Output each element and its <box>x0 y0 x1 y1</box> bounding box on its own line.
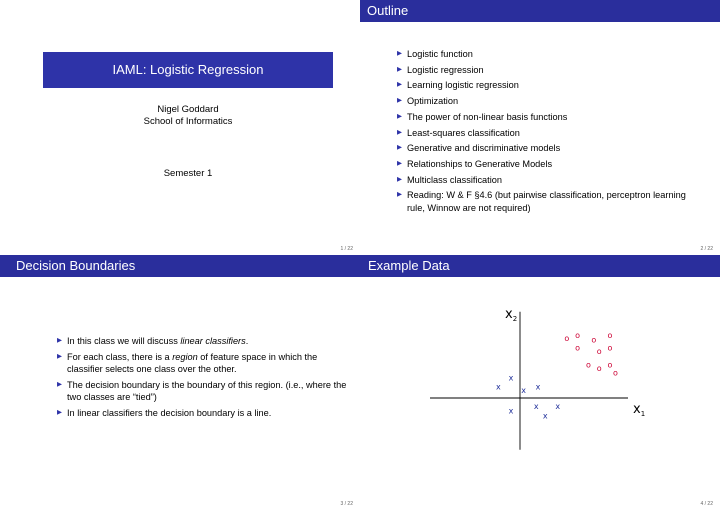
x-point: x <box>535 382 541 392</box>
outline-item <box>397 48 697 60</box>
bullet-triangle-icon: ▶ <box>57 352 62 360</box>
o-point: o <box>564 334 570 344</box>
decision-item-text: For each class, there is a <box>67 351 173 362</box>
page-number: 2 / 22 <box>700 246 713 252</box>
slide-decision-boundaries <box>0 255 360 510</box>
x-point: x <box>542 411 548 421</box>
x-axis-label: $x_1$ <box>633 402 646 418</box>
outline-item <box>397 64 697 76</box>
decision-item-text: of feature space in which the classifier selects one class over the other. <box>67 351 318 374</box>
outline-item-text: Reading: W & F §4.6 (but pairwise classification, perceptron learning rule, Winnow are not required) <box>407 190 686 213</box>
bullet-triangle-icon: ▶ <box>397 65 402 73</box>
outline-item-text: Optimization <box>407 96 459 107</box>
slide-header: Outline <box>360 0 720 22</box>
x-point: x <box>555 402 561 412</box>
page-number: 1 / 22 <box>340 246 353 252</box>
decision-item-emphasis: linear classifiers <box>180 336 246 346</box>
page-number: 3 / 22 <box>340 501 353 507</box>
o-point: o <box>607 343 613 353</box>
bullet-triangle-icon: ▶ <box>57 408 62 416</box>
scatter-plot <box>360 255 720 510</box>
outline-item-text: Logistic regression <box>407 64 484 75</box>
decision-item-text: In linear classifiers the decision boundary is a line. <box>67 407 272 418</box>
decision-item-text: In this class we will discuss <box>67 336 181 346</box>
x-point: x <box>508 406 514 416</box>
slide-title <box>0 0 360 255</box>
o-point: o <box>575 330 581 340</box>
o-point: o <box>591 335 597 345</box>
x-point: x <box>521 385 526 395</box>
decision-item <box>57 335 347 347</box>
outline-item-text: Generative and discriminative models <box>407 143 561 154</box>
x-point: x <box>496 382 501 392</box>
outline-list <box>397 48 697 214</box>
decision-item <box>57 379 347 403</box>
bullet-triangle-icon: ▶ <box>397 97 402 105</box>
outline-item-text: The power of non-linear basis functions <box>407 111 568 122</box>
slide-header: Decision Boundaries <box>0 255 360 277</box>
author-name: Nigel Goddard <box>157 104 219 115</box>
decision-item <box>57 407 347 419</box>
decision-item-emphasis: region <box>172 351 198 362</box>
decision-item-text: The decision boundary is the boundary of this region. (i.e., where the two classes are “tied”) <box>67 379 347 402</box>
presentation-title: IAML: Logistic Regression <box>43 52 333 88</box>
outline-item <box>397 111 697 123</box>
decision-item <box>57 351 347 375</box>
decision-item-text: . <box>245 336 249 346</box>
outline-item-text: Relationships to Generative Models <box>407 158 553 169</box>
decision-list <box>57 335 347 419</box>
slide-header: Example Data <box>360 255 720 277</box>
bullet-triangle-icon: ▶ <box>57 380 62 388</box>
outline-item <box>397 79 697 91</box>
outline-item-text: Least-squares classification <box>407 127 520 138</box>
outline-item <box>397 127 697 139</box>
outline-item <box>397 95 697 107</box>
o-point: o <box>596 346 602 356</box>
bullet-triangle-icon: ▶ <box>397 144 402 152</box>
outline-item-text: Learning logistic regression <box>407 80 519 91</box>
o-point: o <box>575 343 581 353</box>
bullet-triangle-icon: ▶ <box>397 159 402 167</box>
o-point: o <box>596 364 602 374</box>
outline-item <box>397 174 697 186</box>
bullet-triangle-icon: ▶ <box>397 81 402 89</box>
semester-label: Semester 1 <box>163 168 213 179</box>
slide-example-data <box>360 255 720 510</box>
outline-item <box>397 189 697 213</box>
y-axis-label: $x_2$ <box>505 306 518 323</box>
o-point: o <box>607 360 613 370</box>
o-point: o <box>612 368 618 378</box>
o-point: o <box>607 330 613 340</box>
bullet-triangle-icon: ▶ <box>397 112 402 120</box>
x-point: x <box>533 402 539 412</box>
author-affiliation: School of Informatics <box>143 116 233 127</box>
bullet-triangle-icon: ▶ <box>397 128 402 136</box>
outline-item-text: Multiclass classification <box>407 174 502 185</box>
page-number: 4 / 22 <box>700 501 713 507</box>
outline-item <box>397 158 697 170</box>
outline-item-text: Logistic function <box>407 49 473 59</box>
x-point: x <box>508 373 514 383</box>
bullet-triangle-icon: ▶ <box>57 337 62 344</box>
o-point: o <box>585 360 591 370</box>
bullet-triangle-icon: ▶ <box>397 191 402 199</box>
outline-item <box>397 142 697 154</box>
bullet-triangle-icon: ▶ <box>397 50 402 57</box>
bullet-triangle-icon: ▶ <box>397 175 402 183</box>
slide-outline <box>360 0 720 255</box>
